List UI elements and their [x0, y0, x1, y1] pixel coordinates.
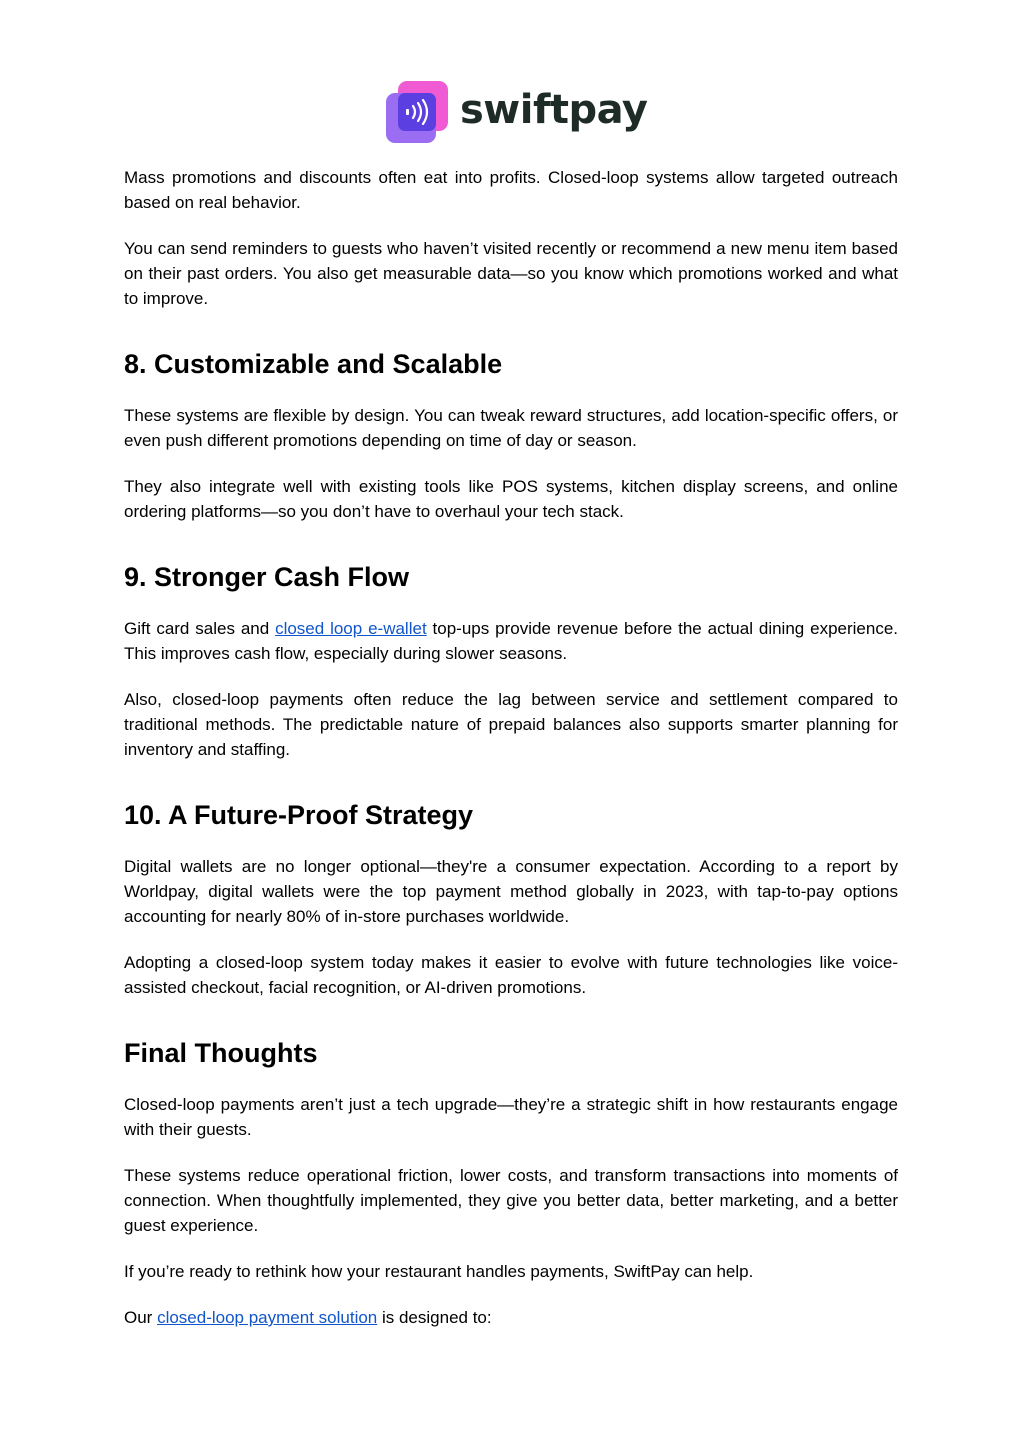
- contactless-wave-icon: [403, 99, 431, 125]
- section-9-paragraph-2: Also, closed-loop payments often reduce the lag between service and settlement compared to traditional methods. The predictable nature of prepaid balances also supports smarter planning for inventory and staffing.: [124, 690, 898, 759]
- section-8-heading: 8. Customizable and Scalable: [124, 349, 503, 379]
- final-paragraph-4-text-b: is designed to:: [377, 1308, 492, 1327]
- intro-paragraph-1: Mass promotions and discounts often eat into profits. Closed-loop systems allow targeted outreach based on real behavior.: [124, 168, 898, 212]
- intro-paragraph-2: You can send reminders to guests who haven’t visited recently or recommend a new menu item based on their past orders. You also get measurable data—so you know which promotions worked and what to improve.: [124, 239, 898, 308]
- section-10-paragraph-1: Digital wallets are no longer optional—they're a consumer expectation. According to a report by Worldpay, digital wallets were the top payment method globally in 2023, with tap-to-pay options accounting for nearly 80% of in-store purchases worldwide.: [124, 857, 898, 926]
- closed-loop-payment-solution-link[interactable]: closed-loop payment solution: [157, 1308, 378, 1327]
- section-9-paragraph-1-text-b: top-ups provide revenue before the actual dining experience. This improves cash flow, especially during slower seasons.: [124, 619, 898, 663]
- logo-wordmark: swiftpay: [460, 87, 648, 133]
- section-10-heading: 10. A Future-Proof Strategy: [124, 800, 474, 830]
- final-paragraph-4-text-a: Our: [124, 1308, 158, 1327]
- swiftpay-logo: [386, 80, 647, 144]
- section-10-paragraph-2: Adopting a closed-loop system today makes it easier to evolve with future technologies like voice-assisted checkout, facial recognition, or AI-driven promotions.: [124, 953, 898, 997]
- final-paragraph-2: These systems reduce operational friction, lower costs, and transform transactions into moments of connection. When thoughtfully implemented, they give you better data, better marketing, and a better guest experience.: [124, 1166, 898, 1235]
- section-9-heading: 9. Stronger Cash Flow: [124, 562, 410, 592]
- final-paragraph-1: Closed-loop payments aren’t just a tech upgrade—they’re a strategic shift in how restaurants engage with their guests.: [124, 1095, 898, 1139]
- closed-loop-e-wallet-link[interactable]: closed loop e-wallet: [275, 619, 427, 638]
- final-thoughts-heading: Final Thoughts: [124, 1038, 318, 1068]
- section-9-paragraph-1: [124, 616, 898, 666]
- article-body: [124, 165, 898, 1330]
- section-8-paragraph-1: These systems are flexible by design. You can tweak reward structures, add location-specific offers, or even push different promotions depending on time of day or season.: [124, 406, 898, 450]
- section-9-paragraph-1-text-a: Gift card sales and: [124, 619, 276, 638]
- section-8-paragraph-2: They also integrate well with existing tools like POS systems, kitchen display screens, and online ordering platforms—so you don’t have to overhaul your tech stack.: [124, 477, 898, 521]
- final-paragraph-3: If you’re ready to rethink how your restaurant handles payments, SwiftPay can help.: [124, 1262, 754, 1281]
- logo-mark: [386, 81, 448, 143]
- final-paragraph-4: [124, 1305, 898, 1330]
